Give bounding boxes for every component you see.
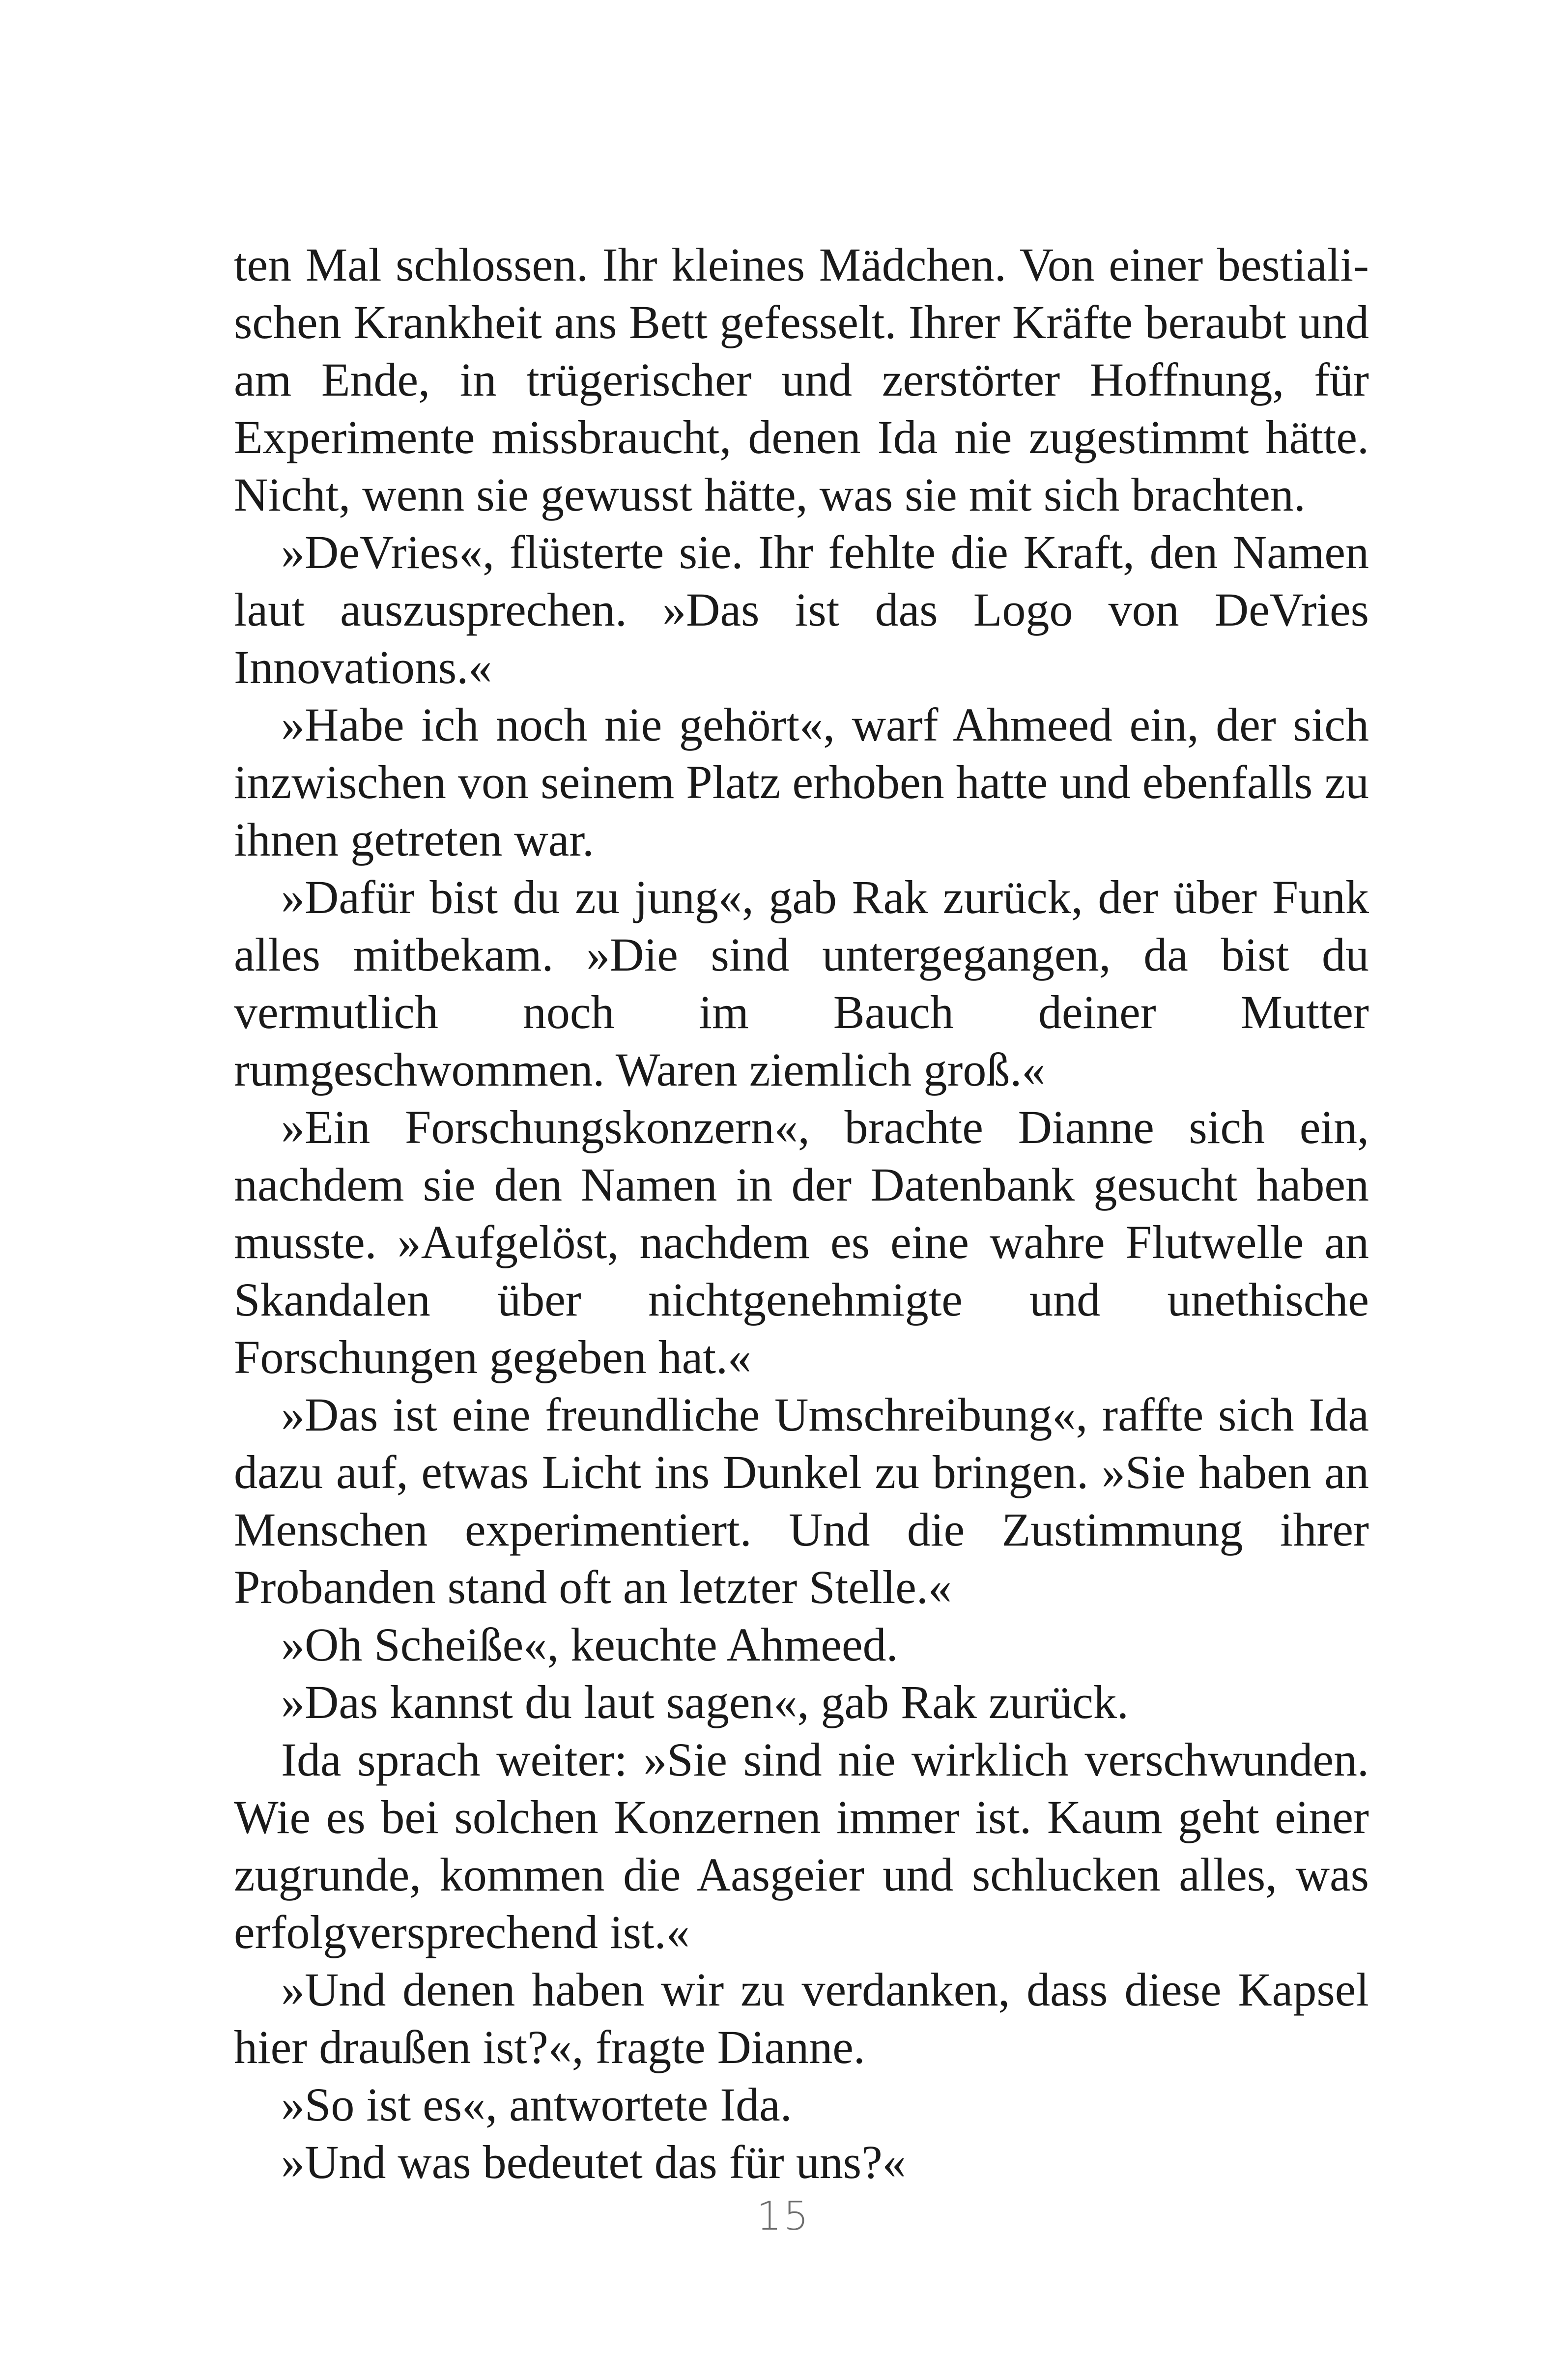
paragraph: »Habe ich noch nie gehört«, warf Ahmeed ein, der sich inzwischen von seinem Platz erhoben hatte und ebenfalls zu ihnen getreten war. <box>234 698 1369 866</box>
body-text <box>234 236 1369 2191</box>
paragraph: »Ein Forschungskonzern«, brachte Dianne sich ein, nachdem sie den Namen in der Datenbank gesucht haben musste. »Aufgelöst, nachdem es eine wahre Flutwelle an Skandalen über nichtgenehmigte und unethische Forschungen gegeben hat.« <box>234 1101 1369 1383</box>
paragraph: »Und was bedeutet das für uns?« <box>281 2136 906 2188</box>
paragraph: »Oh Scheiße«, keuchte Ahmeed. <box>281 1618 898 1671</box>
paragraph: »Das kannst du laut sagen«, gab Rak zurück. <box>281 1676 1129 1728</box>
page-number: 15 <box>756 2193 811 2239</box>
paragraph: »Und denen haben wir zu verdanken, dass diese Kapsel hier draußen ist?«, fragte Dianne. <box>234 1963 1369 2073</box>
paragraph: Ida sprach weiter: »Sie sind nie wirklich verschwunden. Wie es bei solchen Konzernen immer ist. Kaum geht einer zugrunde, kommen die Aasgeier und schlucken alles, was erfolgversprechend ist.« <box>234 1733 1369 1958</box>
paragraph: ten Mal schlossen. Ihr kleines Mädchen. Von einer bestialischen Krankheit ans Bett gefesselt. Ihrer Kräfte beraubt und am Ende, in trügerischer und zerstörter Hoffnung, für Experimente missbraucht, denen Ida nie zugestimmt hätte. Nicht, wenn sie gewusst hätte, was sie mit sich brachten. <box>234 238 1369 521</box>
paragraph: »So ist es«, antwortete Ida. <box>281 2078 792 2131</box>
paragraph: »Dafür bist du zu jung«, gab Rak zurück, der über Funk alles mitbekam. »Die sind untergegangen, da bist du vermutlich noch im Bauch deiner Mutter rumgeschwommen. Waren ziemlich groß.« <box>234 871 1369 1096</box>
paragraph: »Das ist eine freundliche Umschreibung«, raffte sich Ida dazu auf, etwas Licht ins Dunkel zu bringen. »Sie haben an Menschen experimentiert. Und die Zustimmung ihrer Probanden stand oft an letzter Stelle.« <box>234 1388 1369 1613</box>
paragraph: »DeVries«, flüsterte sie. Ihr fehlte die Kraft, den Namen laut auszusprechen. »Das ist das Logo von DeVries Innovations.« <box>234 526 1369 693</box>
